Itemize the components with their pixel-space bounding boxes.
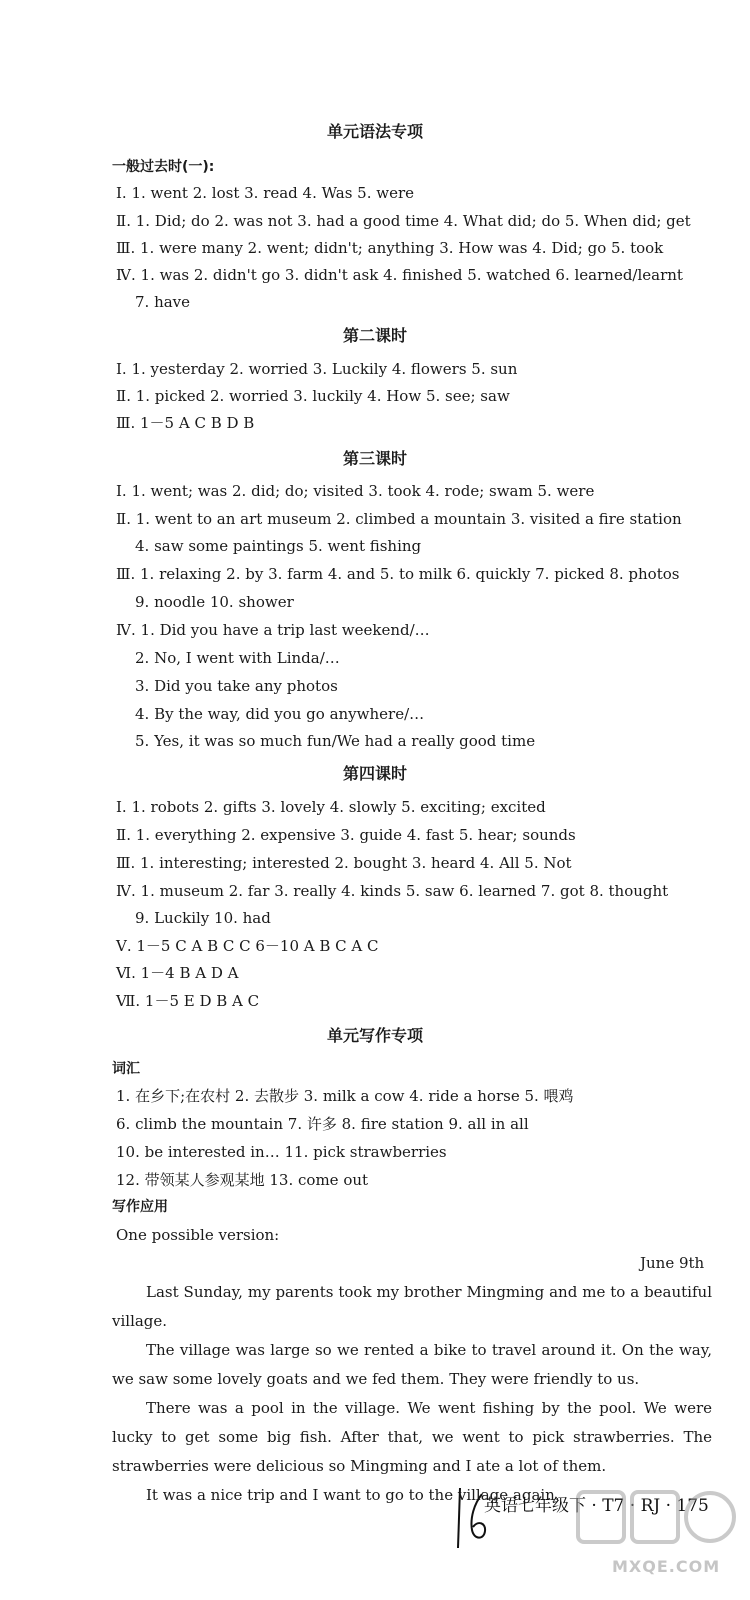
essay-paragraph: It was a nice trip and I want to go to the village again.	[146, 1486, 560, 1504]
answer-line: 9. Luckily 10. had	[135, 909, 271, 927]
essay-paragraph: There was a pool in the village. We went fishing by the pool. We were lucky to get some big fish. After that, we went to pick strawberries. The strawberries were delicious so Mingming and I ate a lot of them.	[112, 1399, 712, 1475]
answer-line: Ⅰ. 1. went 2. lost 3. read 4. Was 5. were	[116, 184, 415, 202]
subheading-vocab: 词汇	[112, 1061, 140, 1077]
answer-line: Ⅳ. 1. Did you have a trip last weekend/…	[116, 621, 430, 639]
answer-line: Ⅳ. 1. was 2. didn't go 3. didn't ask 4. finished 5. watched 6. learned/learnt	[116, 266, 683, 284]
sample-essay	[112, 1278, 712, 1510]
essay-paragraph: The village was large so we rented a bike to travel around it. On the way, we saw some lovely goats and we fed them. They were friendly to us.	[112, 1341, 712, 1388]
subheading-writing: 写作应用	[112, 1199, 168, 1215]
answer-line: 4. By the way, did you go anywhere/…	[135, 705, 425, 723]
essay-paragraph: Last Sunday, my parents took my brother Mingming and me to a beautiful village.	[112, 1283, 712, 1330]
answer-line: Ⅲ. 1. interesting; interested 2. bought 3. heard 4. All 5. Not	[116, 854, 572, 872]
answer-line: Ⅳ. 1. museum 2. far 3. really 4. kinds 5. saw 6. learned 7. got 8. thought	[116, 882, 669, 900]
answer-line: 2. No, I went with Linda/…	[135, 649, 340, 667]
vocab-line: 1. 在乡下;在农村 2. 去散步 3. milk a cow 4. ride a horse 5. 喂鸡	[116, 1087, 574, 1105]
section-title-lesson2: 第二课时	[342, 326, 407, 345]
page-footer: 英语七年级下 · T7 · RJ · 175	[484, 1496, 709, 1516]
answer-line: Ⅵ. 1－4 B A D A	[116, 964, 239, 982]
answer-line: Ⅲ. 1. were many 2. went; didn't; anything 3. How was 4. Did; go 5. took	[116, 239, 664, 257]
answer-line: Ⅴ. 1－5 C A B C C 6－10 A B C A C	[116, 937, 379, 955]
section-title-lesson4: 第四课时	[342, 764, 407, 783]
answer-line: Ⅲ. 1－5 A C B D B	[116, 414, 255, 432]
section-title-grammar: 单元语法专项	[326, 122, 423, 141]
answer-line: Ⅱ. 1. picked 2. worried 3. luckily 4. How 5. see; saw	[116, 387, 510, 405]
answer-line: 4. saw some paintings 5. went fishing	[135, 537, 422, 555]
answer-line: Ⅶ. 1－5 E D B A C	[116, 992, 260, 1010]
vocab-line: 12. 带领某人参观某地 13. come out	[116, 1171, 369, 1189]
subheading-past-tense: 一般过去时(一):	[112, 159, 215, 175]
answer-line: Ⅱ. 1. went to an art museum 2. climbed a mountain 3. visited a fire station	[116, 510, 682, 528]
answer-line: Ⅱ. 1. Did; do 2. was not 3. had a good time 4. What did; do 5. When did; get	[116, 212, 691, 230]
vocab-line: 6. climb the mountain 7. 许多 8. fire station 9. all in all	[116, 1115, 529, 1133]
answer-line: Ⅰ. 1. yesterday 2. worried 3. Luckily 4. flowers 5. sun	[116, 360, 518, 378]
answer-line: 9. noodle 10. shower	[135, 593, 294, 611]
letter-date: June 9th	[640, 1254, 705, 1272]
section-title-lesson3: 第三课时	[342, 449, 407, 468]
version-label: One possible version:	[116, 1226, 280, 1244]
vocab-line: 10. be interested in… 11. pick strawberries	[116, 1143, 447, 1161]
answer-line: 3. Did you take any photos	[135, 677, 338, 695]
answer-line: Ⅱ. 1. everything 2. expensive 3. guide 4. fast 5. hear; sounds	[116, 826, 576, 844]
section-title-writing: 单元写作专项	[326, 1026, 423, 1045]
answer-line: Ⅲ. 1. relaxing 2. by 3. farm 4. and 5. to milk 6. quickly 7. picked 8. photos	[116, 565, 680, 583]
answer-line: Ⅰ. 1. went; was 2. did; do; visited 3. took 4. rode; swam 5. were	[116, 482, 595, 500]
watermark-site: MXQE.COM	[612, 1557, 721, 1576]
answer-line: 5. Yes, it was so much fun/We had a really good time	[135, 732, 536, 750]
answer-line: 7. have	[135, 293, 191, 311]
answer-line: Ⅰ. 1. robots 2. gifts 3. lovely 4. slowly 5. exciting; excited	[116, 798, 546, 816]
